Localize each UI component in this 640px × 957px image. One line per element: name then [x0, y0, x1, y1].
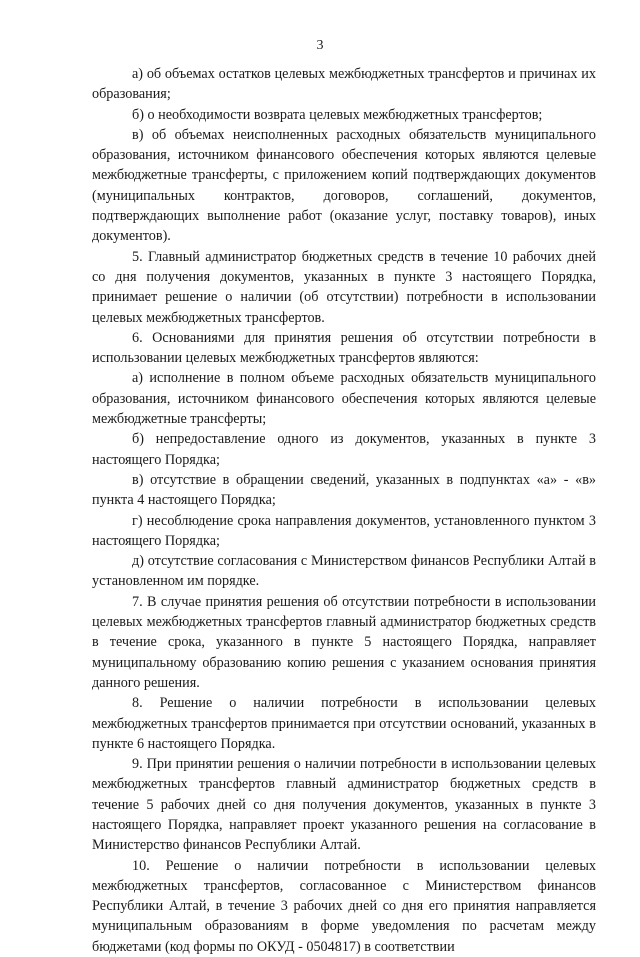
paragraph-item-6-g: г) несоблюдение срока направления документов, установленного пунктом 3 настоящего Порядка;	[92, 512, 596, 549]
paragraph-item-10: 10. Решение о наличии потребности в использовании целевых межбюджетных трансфертов, согласованное с Министерством финансов Республики Алтай, в течение 3 рабочих дней со дня его принятия направляется муниципальным образованиям в форме уведомления по расчетам между бюджетами (код формы по ОКУД - 0504817) в соответствии	[92, 857, 596, 955]
paragraph-item-6-b: б) непредоставление одного из документов, указанных в пункте 3 настоящего Порядка;	[92, 431, 596, 468]
paragraph-item-7: 7. В случае принятия решения об отсутствии потребности в использовании целевых межбюджетных трансфертов главный администратор бюджетных средств в течение срока, указанного в пункте 5 настоящего Порядка, направляет муниципальному образованию копию решения с указанием основания принятия данного решения.	[92, 593, 596, 691]
paragraph-v-unfulfilled-obligations: в) об объемах неисполненных расходных обязательств муниципального образования, источником финансового обеспечения которых являются целевые межбюджетные трансферты, с приложением копий подтверждающих документов (муниципальных контрактов, договоров, соглашений, документов, подтверждающих выполнение работ (оказание услуг, поставку товаров), иных документов).	[92, 126, 596, 245]
paragraph-item-9: 9. При принятии решения о наличии потребности в использовании целевых межбюджетных трансфертов главный администратор бюджетных средств в течение 5 рабочих дней со дня получения документов, указанных в пункте 3 настоящего Порядка, направляет проект указанного решения на согласование в Министерство финансов Республики Алтай.	[92, 756, 596, 854]
paragraph-item-6-a: а) исполнение в полном объеме расходных обязательств муниципального образования, источником финансового обеспечения которых являются целевые межбюджетные трансферты;	[92, 370, 596, 428]
paragraph-a-remaining-balances: а) об объемах остатков целевых межбюджетных трансфертов и причинах их образования;	[92, 66, 596, 103]
paragraph-item-6-v: в) отсутствие в обращении сведений, указанных в подпунктах «а» - «в» пункта 4 настоящего Порядка;	[92, 471, 596, 509]
page-number: 3	[316, 38, 324, 53]
paragraph-b-return-necessity: б) о необходимости возврата целевых межбюджетных трансфертов;	[132, 106, 543, 123]
paragraph-item-8: 8. Решение о наличии потребности в использовании целевых межбюджетных трансфертов принимается при отсутствии оснований, указанных в пункте 6 настоящего Порядка.	[92, 695, 596, 752]
paragraph-item-6: 6. Основаниями для принятия решения об отсутствии потребности в использовании целевых межбюджетных трансфертов являются:	[92, 329, 596, 367]
paragraph-item-5: 5. Главный администратор бюджетных средств в течение 10 рабочих дней со дня получения документов, указанных в пункте 3 настоящего Порядка, принимает решение о наличии (об отсутствии) потребности в использовании целевых межбюджетных трансфертов.	[92, 248, 596, 326]
paragraph-item-6-d: д) отсутствие согласования с Министерством финансов Республики Алтай в установленном им порядке.	[92, 553, 596, 590]
document-body	[92, 64, 596, 957]
